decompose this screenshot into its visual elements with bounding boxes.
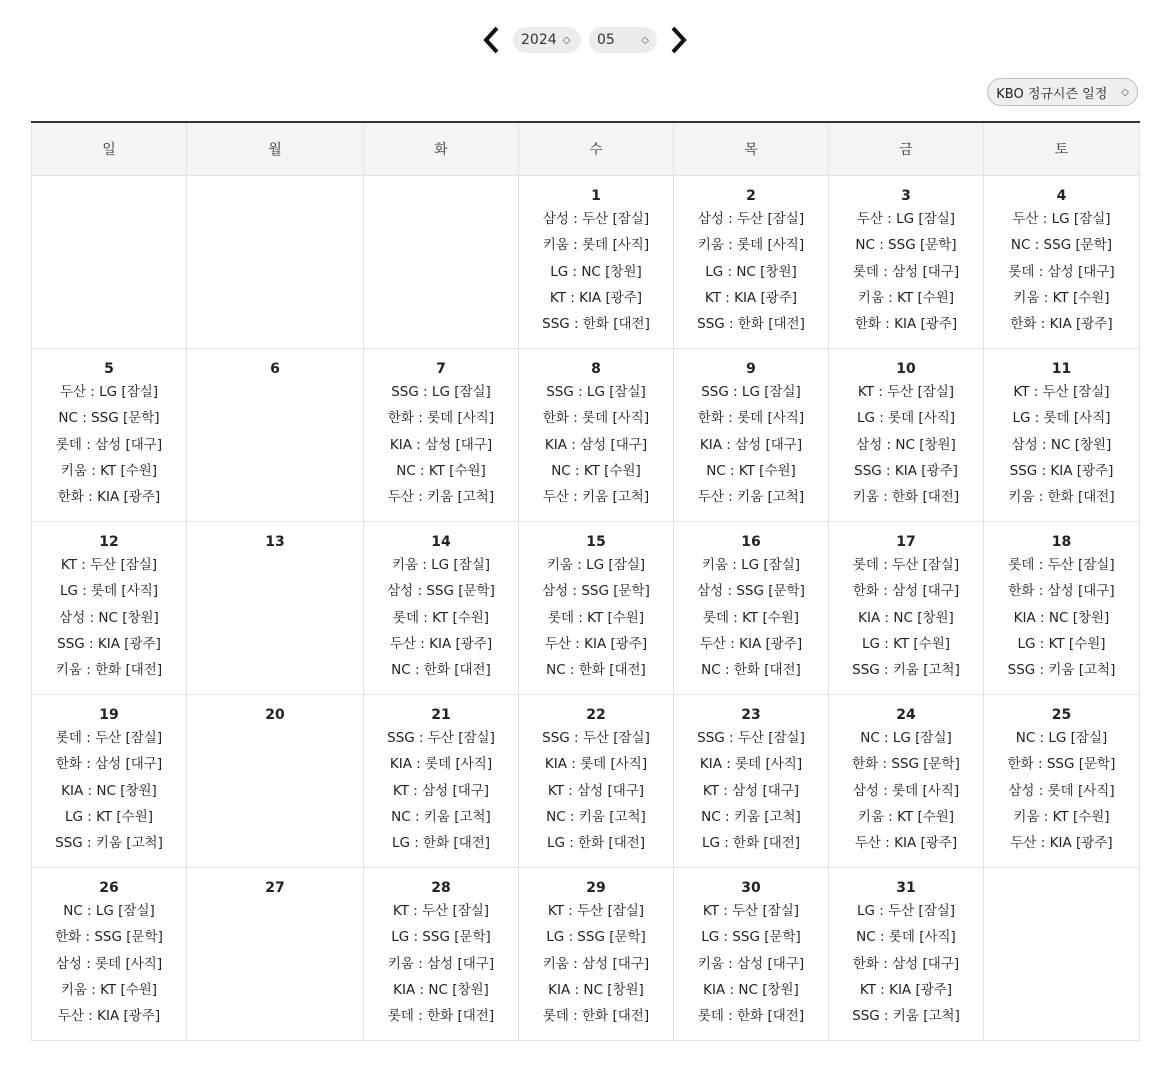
day-cell [829, 176, 984, 349]
game-entry: 롯데 : 삼성 [대구] [1008, 263, 1115, 280]
day-number [32, 186, 186, 206]
game-entry: 한화 : SSG [문학] [1007, 756, 1116, 773]
game-entry: 두산 : LG [잠실] [1012, 211, 1111, 227]
day-cell [187, 868, 364, 1041]
day-number [984, 878, 1139, 898]
game-entry: 키움 : 한화 [대전] [55, 662, 163, 679]
game-entry: KT : KIA [광주] [859, 981, 953, 998]
day-cell [829, 868, 984, 1041]
game-entry: SSG : 두산 [잠실] [542, 730, 650, 746]
game-entry: 키움 : LG [잠실] [546, 557, 646, 573]
day-cell [674, 695, 829, 868]
game-entry: SSG : 키움 [고척] [852, 1008, 960, 1025]
day-number: 17 [896, 534, 916, 550]
game-entry: 키움 : 한화 [대전] [852, 489, 960, 506]
day-number: 2 [746, 188, 756, 204]
day-number: 10 [896, 361, 916, 377]
game-entry: 삼성 : 두산 [잠실] [542, 211, 650, 227]
day-number: 14 [431, 534, 451, 550]
game-entry: LG : 한화 [대전] [701, 835, 801, 852]
schedule-calendar [31, 121, 1140, 1041]
game-entry: 한화 : 롯데 [사직] [542, 410, 650, 427]
day-cell [674, 522, 829, 695]
game-entry: 삼성 : NC [창원] [1011, 436, 1112, 453]
prev-month-button[interactable] [477, 22, 505, 58]
day-number: 5 [104, 361, 114, 377]
game-entry: KIA : 삼성 [대구] [544, 436, 648, 453]
game-entry: 두산 : KIA [광주] [854, 835, 958, 852]
calendar-body [32, 176, 1140, 1041]
game-entry: 키움 : KT [수원] [1013, 808, 1110, 825]
day-cell [519, 522, 674, 695]
game-entry: KT : 삼성 [대구] [547, 782, 645, 799]
day-number: 29 [586, 880, 606, 896]
game-entry: 두산 : 키움 [고척] [697, 489, 805, 506]
day-cell [829, 522, 984, 695]
game-entry: KT : 두산 [잠실] [60, 557, 158, 573]
day-cell [829, 695, 984, 868]
day-cell [984, 522, 1140, 695]
day-number: 12 [99, 534, 119, 550]
game-entry: LG : SSG [문학] [701, 929, 801, 946]
game-entry: NC : SSG [문학] [58, 410, 160, 427]
day-cell [364, 176, 519, 349]
day-number: 9 [746, 361, 756, 377]
weekday-sun: 일 [32, 122, 187, 176]
day-number: 28 [431, 880, 451, 896]
day-number: 18 [1051, 534, 1072, 550]
updown-chevron-icon: ◇ [641, 34, 649, 46]
day-cell [364, 868, 519, 1041]
game-entry: NC : KT [수원] [551, 462, 641, 479]
weekday-tue: 화 [364, 122, 519, 176]
game-entry: LG : SSG [문학] [546, 929, 646, 946]
game-entry: KT : 두산 [잠실] [1013, 384, 1110, 400]
game-entry: 한화 : 롯데 [사직] [387, 410, 495, 427]
game-entry: LG : 롯데 [사직] [59, 583, 159, 600]
day-number [364, 186, 518, 206]
game-entry: NC : SSG [문학] [1010, 237, 1113, 254]
game-entry: 삼성 : NC [창원] [856, 436, 956, 453]
game-entry: 한화 : 삼성 [대구] [852, 955, 960, 972]
game-entry: 두산 : 키움 [고척] [542, 489, 650, 506]
game-entry: 한화 : SSG [문학] [55, 929, 163, 946]
weekday-thu: 목 [674, 122, 829, 176]
game-entry: SSG : LG [잠실] [546, 384, 646, 400]
game-entry: 키움 : 한화 [대전] [1008, 489, 1115, 506]
game-entry: NC : LG [잠실] [1015, 730, 1108, 746]
game-entry: 한화 : 삼성 [대구] [1008, 583, 1115, 600]
game-entry: 롯데 : 삼성 [대구] [55, 436, 163, 453]
day-cell [32, 522, 187, 695]
day-cell [187, 522, 364, 695]
game-entry: LG : 롯데 [사직] [1012, 410, 1111, 427]
week-row [32, 176, 1140, 349]
chevron-left-icon [481, 25, 501, 55]
game-entry: LG : KT [수원] [64, 808, 154, 825]
game-entry: LG : KT [수원] [1017, 635, 1106, 652]
game-entry: 키움 : 삼성 [대구] [387, 955, 495, 972]
game-entry: NC : LG [잠실] [63, 903, 155, 919]
game-entry: 삼성 : 롯데 [사직] [852, 782, 960, 799]
game-entry: 두산 : KIA [광주] [699, 635, 803, 652]
game-entry: 키움 : LG [잠실] [391, 557, 491, 573]
game-entry: 삼성 : 두산 [잠실] [697, 211, 805, 227]
game-entry: NC : SSG [문학] [855, 237, 957, 254]
day-cell [364, 695, 519, 868]
day-number: 21 [431, 707, 451, 723]
game-entry: NC : 한화 [대전] [546, 662, 646, 679]
weekday-header-row [32, 122, 1140, 176]
game-entry: 키움 : KT [수원] [857, 289, 955, 306]
game-entry: 롯데 : 한화 [대전] [542, 1008, 650, 1025]
day-number [187, 186, 363, 206]
game-entry: 키움 : 삼성 [대구] [697, 955, 805, 972]
game-entry: KIA : 롯데 [사직] [544, 756, 648, 773]
game-entry: KIA : NC [창원] [61, 782, 157, 799]
game-entry: 한화 : 삼성 [대구] [55, 756, 163, 773]
game-entry: 두산 : LG [잠실] [59, 384, 159, 400]
day-cell [519, 349, 674, 522]
game-entry: NC : 키움 [고척] [391, 808, 491, 825]
game-entry: 키움 : KT [수원] [60, 462, 158, 479]
game-entry: 한화 : SSG [문학] [852, 756, 960, 773]
game-entry: LG : SSG [문학] [391, 929, 491, 946]
day-cell [187, 176, 364, 349]
game-entry: LG : 두산 [잠실] [856, 903, 956, 919]
year-value: 2024 [521, 32, 557, 48]
game-entry: 한화 : KIA [광주] [1010, 316, 1113, 333]
game-entry: NC : 한화 [대전] [701, 662, 801, 679]
day-number: 3 [901, 188, 911, 204]
day-number: 23 [741, 707, 761, 723]
game-entry: SSG : LG [잠실] [701, 384, 801, 400]
day-cell [32, 695, 187, 868]
game-entry: 키움 : 삼성 [대구] [542, 955, 650, 972]
game-entry: 롯데 : KT [수원] [702, 609, 800, 626]
game-entry: 두산 : KIA [광주] [57, 1008, 161, 1025]
game-entry: SSG : 한화 [대전] [697, 316, 805, 333]
game-entry: SSG : KIA [광주] [57, 635, 161, 652]
game-entry: NC : KT [수원] [706, 462, 796, 479]
league-select[interactable] [987, 78, 1138, 106]
day-number: 25 [1051, 707, 1072, 723]
updown-chevron-icon: ◇ [1121, 86, 1129, 98]
game-entry: 키움 : KT [수원] [60, 981, 158, 998]
game-entry: KIA : 롯데 [사직] [389, 756, 493, 773]
day-cell [519, 695, 674, 868]
day-number: 1 [591, 188, 601, 204]
game-entry: KIA : NC [창원] [548, 981, 644, 998]
game-entry: 롯데 : 두산 [잠실] [852, 557, 960, 573]
league-select-wrap [987, 78, 1138, 106]
week-row [32, 868, 1140, 1041]
day-number: 8 [591, 361, 601, 377]
game-entry: KIA : 삼성 [대구] [699, 436, 803, 453]
game-entry: 한화 : KIA [광주] [854, 316, 958, 333]
game-entry: 롯데 : 삼성 [대구] [852, 263, 960, 280]
game-entry: KT : 두산 [잠실] [547, 903, 645, 919]
game-entry: 키움 : KT [수원] [1013, 289, 1110, 306]
day-number: 27 [265, 880, 285, 896]
game-entry: LG : KT [수원] [861, 635, 951, 652]
week-row [32, 349, 1140, 522]
game-entry: SSG : KIA [광주] [1009, 462, 1114, 479]
month-navigator [0, 22, 1170, 58]
game-entry: 롯데 : 두산 [잠실] [55, 730, 163, 746]
game-entry: KIA : NC [창원] [703, 981, 799, 998]
day-cell [187, 695, 364, 868]
day-cell [519, 176, 674, 349]
day-cell [32, 868, 187, 1041]
month-select[interactable] [589, 27, 657, 53]
weekday-wed: 수 [519, 122, 674, 176]
day-number: 22 [586, 707, 606, 723]
game-entry: 롯데 : KT [수원] [547, 609, 645, 626]
game-entry: SSG : 두산 [잠실] [697, 730, 805, 746]
day-number: 30 [741, 880, 761, 896]
game-entry: LG : 롯데 [사직] [856, 410, 956, 427]
day-number: 15 [586, 534, 606, 550]
game-entry: 키움 : LG [잠실] [701, 557, 801, 573]
game-entry: 롯데 : 한화 [대전] [697, 1008, 805, 1025]
game-entry: KT : 두산 [잠실] [857, 384, 955, 400]
next-month-button[interactable] [665, 22, 693, 58]
day-number: 6 [270, 361, 280, 377]
weekday-mon: 월 [187, 122, 364, 176]
month-value: 05 [597, 32, 615, 48]
game-entry: NC : 한화 [대전] [391, 662, 491, 679]
day-number: 31 [896, 880, 916, 896]
game-entry: LG : 한화 [대전] [391, 835, 491, 852]
game-entry: 두산 : KIA [광주] [544, 635, 648, 652]
week-row [32, 695, 1140, 868]
weekday-fri: 금 [829, 122, 984, 176]
chevron-right-icon [669, 25, 689, 55]
day-cell [829, 349, 984, 522]
game-entry: KT : KIA [광주] [704, 289, 798, 306]
game-entry: 한화 : 롯데 [사직] [697, 410, 805, 427]
game-entry: NC : KT [수원] [396, 462, 486, 479]
game-entry: 두산 : 키움 [고척] [387, 489, 495, 506]
game-entry: LG : NC [창원] [550, 263, 642, 280]
day-cell [519, 868, 674, 1041]
day-number: 11 [1051, 361, 1072, 377]
day-cell [984, 868, 1140, 1041]
game-entry: SSG : 키움 [고척] [852, 662, 960, 679]
game-entry: 롯데 : KT [수원] [392, 609, 490, 626]
game-entry: 두산 : LG [잠실] [856, 211, 956, 227]
game-entry: KIA : NC [창원] [393, 981, 489, 998]
game-entry: NC : 롯데 [사직] [856, 929, 956, 946]
day-cell [364, 522, 519, 695]
day-number: 4 [1056, 188, 1067, 204]
week-row [32, 522, 1140, 695]
day-cell [32, 176, 187, 349]
game-entry: NC : 키움 [고척] [701, 808, 801, 825]
game-entry: SSG : 키움 [고척] [1007, 662, 1116, 679]
game-entry: KIA : 삼성 [대구] [389, 436, 493, 453]
game-entry: KIA : 롯데 [사직] [699, 756, 803, 773]
game-entry: KT : KIA [광주] [549, 289, 643, 306]
league-select-value: KBO 정규시즌 일정 [996, 86, 1108, 102]
game-entry: KIA : NC [창원] [858, 609, 954, 626]
game-entry: 두산 : KIA [광주] [1010, 835, 1113, 852]
day-number: 13 [265, 534, 285, 550]
game-entry: 키움 : 롯데 [사직] [697, 237, 805, 254]
game-entry: 한화 : KIA [광주] [57, 489, 161, 506]
game-entry: SSG : LG [잠실] [391, 384, 491, 400]
game-entry: NC : LG [잠실] [860, 730, 952, 746]
day-number: 16 [741, 534, 761, 550]
game-entry: 삼성 : NC [창원] [59, 609, 159, 626]
game-entry: 키움 : 롯데 [사직] [542, 237, 650, 254]
weekday-sat: 토 [984, 122, 1140, 176]
day-number: 20 [265, 707, 285, 723]
day-number: 19 [99, 707, 119, 723]
day-cell [984, 695, 1140, 868]
game-entry: 삼성 : 롯데 [사직] [1008, 782, 1115, 799]
day-number: 7 [436, 361, 446, 377]
game-entry: LG : 한화 [대전] [546, 835, 646, 852]
game-entry: KT : 삼성 [대구] [702, 782, 800, 799]
day-cell [674, 176, 829, 349]
game-entry: 롯데 : 한화 [대전] [387, 1008, 495, 1025]
day-cell [984, 349, 1140, 522]
game-entry: 삼성 : SSG [문학] [387, 583, 495, 600]
day-cell [32, 349, 187, 522]
game-entry: KT : 삼성 [대구] [392, 782, 490, 799]
day-cell [674, 868, 829, 1041]
game-entry: 삼성 : 롯데 [사직] [55, 955, 163, 972]
game-entry: 두산 : KIA [광주] [389, 635, 493, 652]
game-entry: 삼성 : SSG [문학] [697, 583, 805, 600]
game-entry: 롯데 : 두산 [잠실] [1008, 557, 1115, 573]
game-entry: 한화 : 삼성 [대구] [852, 583, 960, 600]
game-entry: SSG : 한화 [대전] [542, 316, 650, 333]
day-number: 26 [99, 880, 119, 896]
game-entry: KT : 두산 [잠실] [702, 903, 800, 919]
updown-chevron-icon: ◇ [562, 34, 571, 46]
game-entry: SSG : 두산 [잠실] [387, 730, 495, 746]
day-cell [187, 349, 364, 522]
game-entry: SSG : KIA [광주] [854, 462, 958, 479]
game-entry: 삼성 : SSG [문학] [542, 583, 650, 600]
game-entry: LG : NC [창원] [705, 263, 797, 280]
day-cell [984, 176, 1140, 349]
game-entry: KT : 두산 [잠실] [392, 903, 490, 919]
game-entry: KIA : NC [창원] [1013, 609, 1110, 626]
game-entry: 키움 : KT [수원] [857, 808, 955, 825]
day-number: 24 [896, 707, 916, 723]
game-entry: SSG : 키움 [고척] [55, 835, 163, 852]
game-entry: NC : 키움 [고척] [546, 808, 646, 825]
year-select[interactable] [513, 27, 581, 53]
day-cell [364, 349, 519, 522]
day-cell [674, 349, 829, 522]
